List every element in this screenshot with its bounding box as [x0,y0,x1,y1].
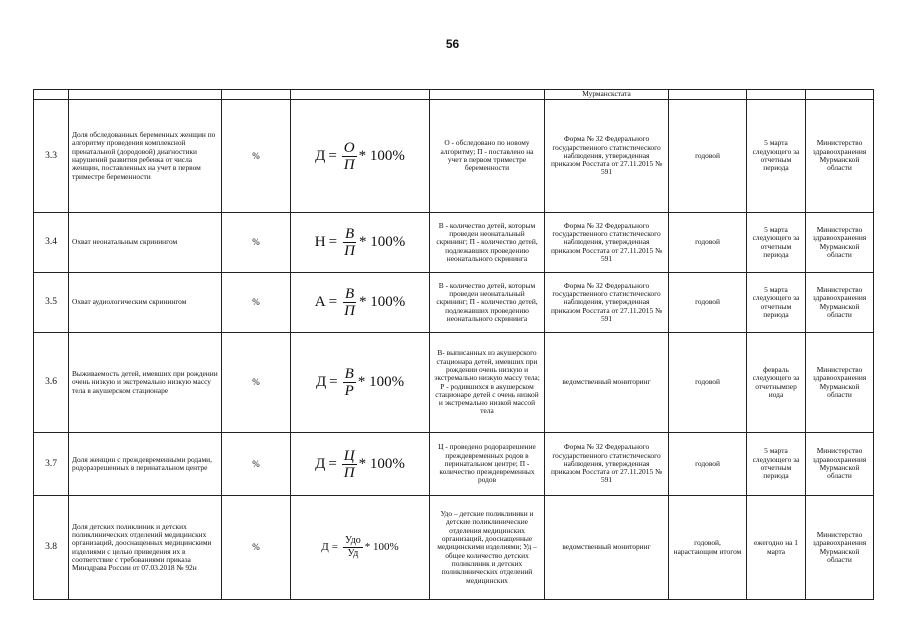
fraction [343,366,356,399]
numerator: Ц [343,447,355,464]
indicator-name: Охват аудиологическим скринингом [69,273,222,333]
responsible: Министерство здравоохранения Мурманской области [806,433,874,496]
formula [294,286,426,319]
responsible: Министерство здравоохранения Мурманской области [806,333,874,433]
data-source: ведомственный мониторинг [545,333,669,433]
row-number: 3.7 [34,433,69,496]
formula-cell [291,333,430,433]
equals-sign: = [328,234,338,251]
formula-description: В - количество детей, которым проведен неонатальный скрининг; П - количество детей, подлежавших проведению неонатального скрининга [430,273,545,333]
page-number: 56 [445,37,460,51]
table-row [34,496,874,600]
unit: % [222,100,291,213]
deadline: 5 марта следующего за отчетным периода [747,433,806,496]
indicator-name: Доля женщин с преждевременными родами, родоразрешенных в перинатальном центре [69,433,222,496]
formula-lhs: Д [315,147,326,164]
formula-cell [291,100,430,213]
denominator: Р [344,383,354,399]
unit: % [222,433,291,496]
formula-cell [291,273,430,333]
denominator: П [344,303,355,319]
equals-sign: = [331,541,339,554]
denominator: Уд [347,548,359,559]
numerator: В [344,286,355,302]
indicator-name: Доля обследованных беременных женщин по алгоритму проведения комплексной пренатальной (дородовой) диагностики нарушений развития ребенка от числа женщин, поставленных на учет в первом триместре беременности [69,100,222,213]
fraction [342,448,357,481]
row-number: 3.6 [34,333,69,433]
fraction [342,286,357,319]
formula-lhs: Н [314,234,326,251]
fraction [342,226,357,259]
equals-sign: = [329,374,338,391]
multiplier: * 100% [358,147,405,164]
deadline: февраль следующего за отчетнымпер иода [747,333,806,433]
formula [294,535,426,560]
numerator: В [344,226,355,242]
multiplier: * 100% [358,455,405,472]
row-number: 3.3 [34,100,69,213]
responsible: Министерство здравоохранения Мурманской области [806,213,874,273]
deadline: 5 марта следующего за отчетным периода [747,273,806,333]
formula-lhs: Д [321,541,329,554]
data-source: Форма № 32 Федерального государственного статистического наблюдения, утвержденная приказом Росстата от 27.11.2015 № 591 [545,433,669,496]
formula-cell [291,213,430,273]
numerator: В [344,366,354,382]
table-row [34,100,874,213]
indicator-name: Доля детских поликлиник и детских поликлинических отделений медицинских организаций, дооснащенных медицинскими изделиями с целью приведения их в соответствие с требованиями приказа Минздрава России от 07.03.2018 № 92н [69,496,222,600]
denominator: П [343,156,355,173]
unit: % [222,273,291,333]
equals-sign: = [328,455,337,472]
numerator: Удо [345,535,361,546]
periodicity: годовой [669,273,747,333]
indicators-table [33,89,874,600]
deadline: 5 марта следующего за отчетным периода [747,100,806,213]
deadline: ежегодно на 1 марта [747,496,806,600]
multiplier: * 100% [358,234,406,251]
formula [294,140,426,173]
deadline: 5 марта следующего за отчетным периода [747,213,806,273]
formula [294,448,426,481]
data-source: Форма № 32 Федерального государственного статистического наблюдения, утвержденная приказом Росстата от 27.11.2015 № 591 [545,213,669,273]
equals-sign: = [328,147,337,164]
responsible: Министерство здравоохранения Мурманской области [806,273,874,333]
multiplier: * 100% [357,374,405,391]
formula-cell [291,433,430,496]
formula-cell [291,496,430,600]
formula-description: В - количество детей, которым проведен неонатальный скрининг; П - количество детей, подлежавших проведению неонатального скрининга [430,213,545,273]
formula-lhs: Д [315,455,326,472]
periodicity: годовой [669,213,747,273]
multiplier: * 100% [358,294,406,311]
row-number: 3.4 [34,213,69,273]
indicator-name: Выживаемость детей, имевших при рождении очень низкую и экстремально низкую массу тела в акушерском стационаре [69,333,222,433]
denominator: П [344,243,355,259]
numerator: О [343,139,355,156]
formula-description: Ц - проведено родоразрешение преждевременных родов в перинатальном центре; П - количество преждевременных родов [430,433,545,496]
multiplier: * 100% [364,541,399,554]
responsible: Министерство здравоохранения Мурманской области [806,100,874,213]
formula-description: Удо – детские поликлиники и детские поликлинические отделения медицинских организаций, дооснащенные медицинскими изделиями; Уд – общее количество детских поликлиник и детских поликлинических отделений медицинских [430,496,545,600]
data-source: ведомственный мониторинг [545,496,669,600]
unit: % [222,496,291,600]
periodicity: годовой [669,433,747,496]
table-row [34,433,874,496]
row-number: 3.5 [34,273,69,333]
data-source: Форма № 32 Федерального государственного статистического наблюдения, утвержденная приказом Росстата от 27.11.2015 № 591 [545,273,669,333]
responsible: Министерство здравоохранения Мурманской области [806,496,874,600]
formula-lhs: Д [315,374,327,391]
fraction [342,140,357,173]
unit: % [222,213,291,273]
header-continuation-row [34,90,874,100]
denominator: П [343,464,355,481]
indicator-name: Охват неонатальным скринингом [69,213,222,273]
periodicity: годовой [669,333,747,433]
formula-lhs: А [314,294,326,311]
equals-sign: = [328,294,338,311]
data-source: Форма № 32 Федерального государственного статистического наблюдения, утвержденная приказом Росстата от 27.11.2015 № 591 [545,100,669,213]
table-row [34,333,874,433]
periodicity: годовой [669,100,747,213]
unit: % [222,333,291,433]
table-row [34,213,874,273]
formula-description: В- выписанных из акушерского стационара детей, имевших при рождении очень низкую и экстремально низкую массу тела; Р - родившихся в акушерском стационаре детей с очень низкой и экстремально низкой массой тела [430,333,545,433]
source-continuation: Мурманскстата [545,90,669,100]
formula [294,226,426,259]
formula [294,366,426,399]
fraction [343,535,363,560]
table-row [34,273,874,333]
formula-description: О - обследовано по новому алгоритму; П - поставлено на учет в первом триместре беременности [430,100,545,213]
periodicity: годовой, нарастающим итогом [669,496,747,600]
row-number: 3.8 [34,496,69,600]
